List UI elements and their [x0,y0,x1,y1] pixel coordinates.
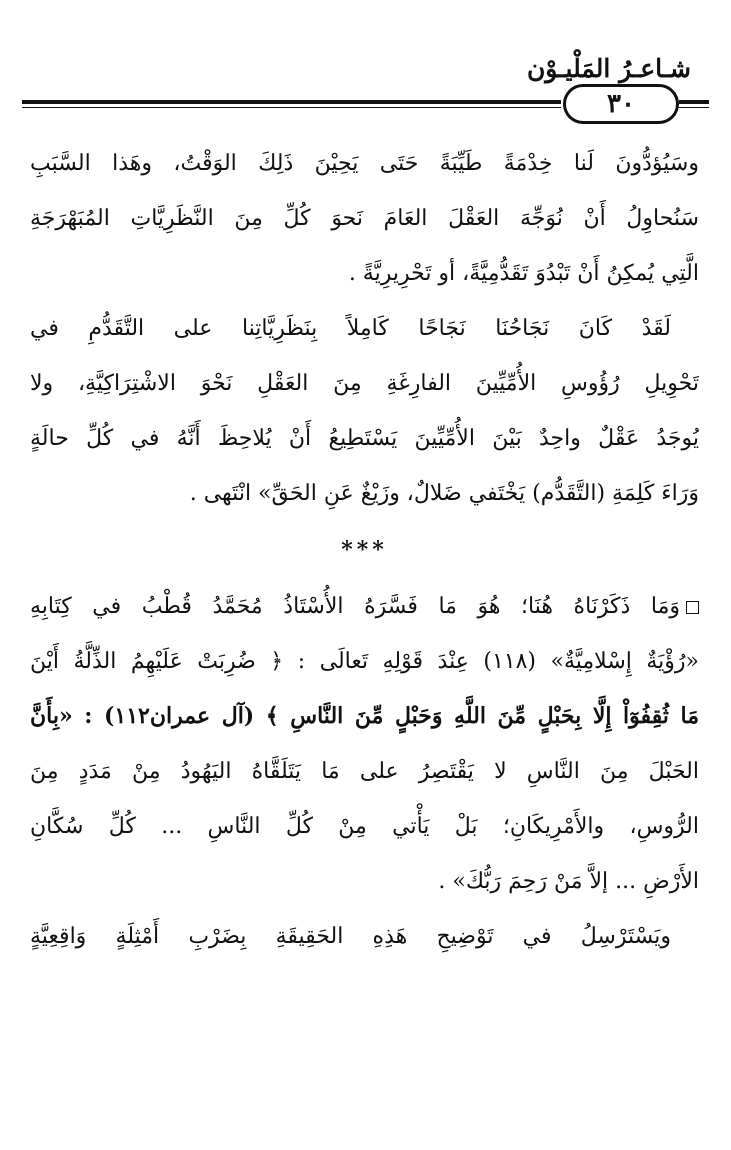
text-line: ويَسْتَرْسِلُ في تَوْضِيحِ هَذِهِ الحَقِيقَةِ بِضَرْبِ أَمْثِلَةٍ وَاقِعِيَّةٍ [30,924,671,949]
paragraph-2 [30,301,699,521]
text-line: الرُّوسِ، والأَمْرِيكَانِ؛ بَلْ يَأْتي مِنْ كُلِّ النَّاسِ ... كُلِّ سُكَّانِ [30,814,699,839]
header-rule-right-thin [679,107,709,108]
text-line: الأَرْضِ ... إلاَّ مَنْ رَحِمَ رَبُّكَ» . [438,869,699,894]
paragraph-3 [30,579,699,909]
running-header-title: شـاعـرُ المَلْيـوْن [526,54,691,83]
header-rule-thin [22,107,561,108]
header-rule-right-thick [679,100,709,104]
text-line: لَقَدْ كَانَ نَجَاحُنَا نَجَاحًا كَامِلاً بِنَظَرِيَّاتِنا على التَّقَدُّمِ في [30,316,671,341]
text-line-content: وَمَا ذَكَرْنَاهُ هُنَا؛ هُوَ مَا فَسَّرَهُ الأُسْتَاذُ مُحَمَّدُ قُطْبُ في كِتَابِهِ [30,594,680,619]
text-line: الحَبْلَ مِنَ النَّاسِ لا يَقْتَصِرُ على مَا يَتَلَقَّاهُ اليَهُودُ مِنْ مَدَدٍ مِنَ [30,759,699,784]
text-line: سَنُحاوِلُ أَنْ نُوَجِّهَ العَقْلَ العَامَ نَحوَ كُلِّ مِنَ النَّظَرِيَّاتِ المُبَهْرَجَةِ [30,206,699,231]
text-line: وَرَاءَ كَلِمَةِ (التَّقَدُّم) يَخْتَفي ضَلالٌ، وزَيْغٌ عَنِ الحَقِّ» انْتَهى . [189,481,699,506]
paragraph-1 [30,136,699,301]
page-body [30,136,699,964]
text-line: الَّتِي يُمكِنُ أَنْ تَبْدُوَ تَقَدُّمِيَّةً، أو تَحْرِيرِيَّةً . [348,261,699,286]
section-separator: *** [341,537,388,563]
text-line [30,579,699,634]
header-rule-thick [22,100,561,104]
page-number-badge [563,84,679,124]
text-line: يُوجَدُ عَقْلٌ واحِدٌ بَيْنَ الأُمِّيِّينَ يَسْتَطِيعُ أَنْ يُلاحِظَ أَنَّهُ في كُلِّ حالَةٍ [30,426,699,451]
square-bullet-icon [686,601,699,614]
paragraph-4 [30,909,699,964]
page-number: ٣٠ [607,89,635,119]
quran-verse-line: مَا ثُقِفُوٓاْ إِلَّا بِحَبْلٍ مِّنَ اللَّهِ وَحَبْلٍ مِّنَ النَّاسِ ﴾ (آل عمران١١٢) : «بِأَنَّ [30,703,699,729]
text-line: تَحْوِيلِ رُؤُوسِ الأُمِّيِّينَ الفارِغَةِ مِنَ العَقْلِ نَحْوَ الاشْتِرَاكِيَّةِ، ولا [30,371,699,396]
text-line: «رُؤْيَةٌ إِسْلامِيَّةٌ» (١١٨) عِنْدَ قَوْلِهِ تَعالَى : ﴿ ضُرِبَتْ عَلَيْهِمُ الذِّلَّةُ أَيْنَ [30,649,699,674]
text-line: وسَيُؤدُّونَ لَنا خِدْمَةً طَيِّبَةً حَتَى يَحِيْنَ ذَلِكَ الوَقْتُ، وهَذا السَّبَبِ [30,151,699,176]
